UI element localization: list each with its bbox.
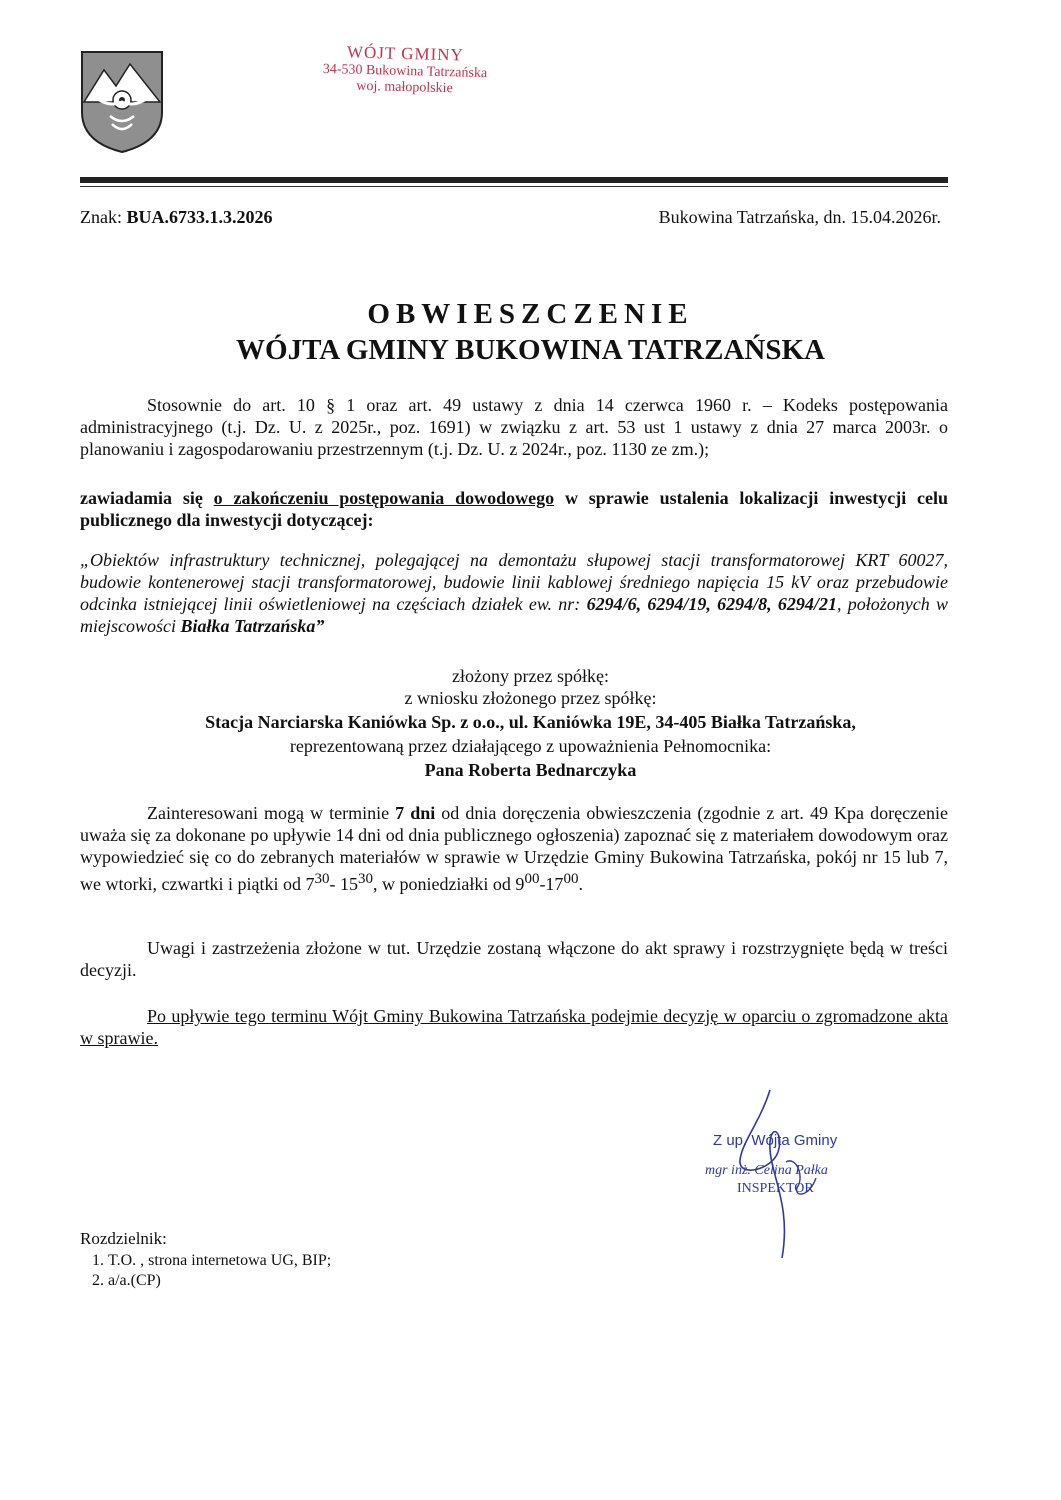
investment-location: Białka Tatrzańska” — [180, 616, 325, 636]
coat-of-arms-icon — [80, 50, 164, 154]
inspection-text-1: Zainteresowani mogą w terminie — [147, 803, 390, 823]
investment-parcels: 6294/6, 6294/19, 6294/8, 6294/21 — [586, 594, 837, 614]
inspection-end: . — [578, 874, 583, 894]
document-subtitle: WÓJTA GMINY BUKOWINA TATRZAŃSKA — [236, 334, 825, 366]
stamp-line-2: 34-530 Bukowina Tatrzańska — [322, 61, 488, 82]
closing-paragraph: Po upływie tego terminu Wójt Gminy Bukowina Tatrzańska podejmie decyzję w oparciu o zgromadzone akta w sprawie. — [80, 1006, 948, 1048]
signature-stamp — [705, 1132, 885, 1197]
time-sup-4: 00 — [563, 871, 579, 887]
inspection-paragraph — [80, 802, 948, 895]
stamp-line-1: WÓJT GMINY — [346, 42, 465, 65]
distribution-item: 2. a/a.(CP) — [108, 1271, 331, 1291]
header-rule-thin — [80, 186, 948, 187]
signature-authority: Z up. Wójta Gminy — [713, 1132, 838, 1149]
notice-paragraph — [80, 487, 948, 531]
signatory-name: mgr inż. Celina Pałka — [705, 1163, 828, 1178]
remarks-paragraph: Uwagi i zastrzeżenia złożone w tut. Urzędzie zostaną włączone do akt sprawy i rozstrzygnięte będą w treści decyzji. — [80, 938, 948, 980]
case-reference-label: Znak: — [80, 207, 122, 227]
time-sep: - 15 — [329, 874, 358, 894]
investment-description — [80, 549, 948, 637]
investment-main: „Obiektów infrastruktury technicznej, polegającej na demontażu słupowej stacji transformatorowej KRT 60027, budowie kontenerowej stacji transformatorowej, budowie linii kablowej średniego napięcia 15 kV oraz przebudowie odcinka istniejącej linii oświetleniowej na częściach działek ew. nr: — [80, 550, 948, 614]
time-sup-1: 30 — [314, 871, 330, 887]
office-stamp — [289, 41, 520, 99]
legal-basis-paragraph: Stosownie do art. 10 § 1 oraz art. 49 ustawy z dnia 14 czerwca 1960 r. – Kodeks postępowania administracyjnego (t.j. Dz. U. z 2025r., poz. 1691) w związku z art. 53 ust 1 ustawy z dnia 27 marca 2003r. o planowaniu i zagospodarowaniu przestrzennym (t.j. Dz. U. z 2024r., poz. 1130 ze zm.); — [80, 395, 948, 459]
notice-underlined: o zakończeniu postępowania dowodowego — [213, 488, 555, 508]
submitted-line-1: złożony przez spółkę: — [452, 666, 609, 686]
document-date: Bukowina Tatrzańska, dn. 15.04.2026r. — [658, 207, 941, 227]
inspection-days: 7 dni — [395, 803, 436, 823]
distribution-item: 1. T.O. , strona internetowa UG, BIP; — [108, 1251, 331, 1271]
stamp-line-3: woj. małopolskie — [356, 78, 453, 97]
time-sup-2: 30 — [357, 871, 373, 887]
notice-pre: zawiadamia się — [80, 488, 203, 508]
inspection-text-3: , w poniedziałki od 9 — [372, 874, 525, 894]
submitted-line-2: z wniosku złożonego przez spółkę: — [404, 688, 657, 708]
time-dash: -17 — [539, 874, 564, 894]
investment-location-pre: , położonych w miejscowości — [80, 594, 949, 636]
representative-name: Pana Roberta Bednarczyka — [424, 760, 637, 780]
header-rule-thick — [80, 177, 948, 183]
distribution-list — [80, 1229, 331, 1291]
time-sup-3: 00 — [524, 871, 540, 887]
represented-by: reprezentowaną przez działającego z upoważnienia Pełnomocnika: — [289, 736, 772, 756]
distribution-label: Rozdzielnik: — [80, 1229, 167, 1248]
signatory-title: INSPEKTOR — [737, 1181, 814, 1196]
document-title: OBWIESZCZENIE — [367, 298, 694, 330]
applicant-company: Stacja Narciarska Kaniówka Sp. z o.o., ul. Kaniówka 19E, 34-405 Białka Tatrzańska, — [205, 712, 856, 732]
case-reference — [80, 207, 273, 228]
notice-post: w sprawie ustalenia lokalizacji inwestycji celu publicznego dla inwestycji dotyczącej: — [80, 488, 949, 530]
case-reference-number: BUA.6733.1.3.2026 — [126, 207, 273, 227]
inspection-text-2: od dnia doręczenia obwieszczenia (zgodnie z art. 49 Kpa doręczenie uważa się za dokonane po upływie 14 dni od dnia publicznego ogłoszenia) zapoznać się z materiałem dowodowym oraz wypowiedzieć się co do zebranych materiałów w sprawie w Urzędzie Gminy Bukowina Tatrzańska, pokój nr 15 lub 7, we wtorki, czwartki i piątki od 7 — [80, 803, 949, 894]
